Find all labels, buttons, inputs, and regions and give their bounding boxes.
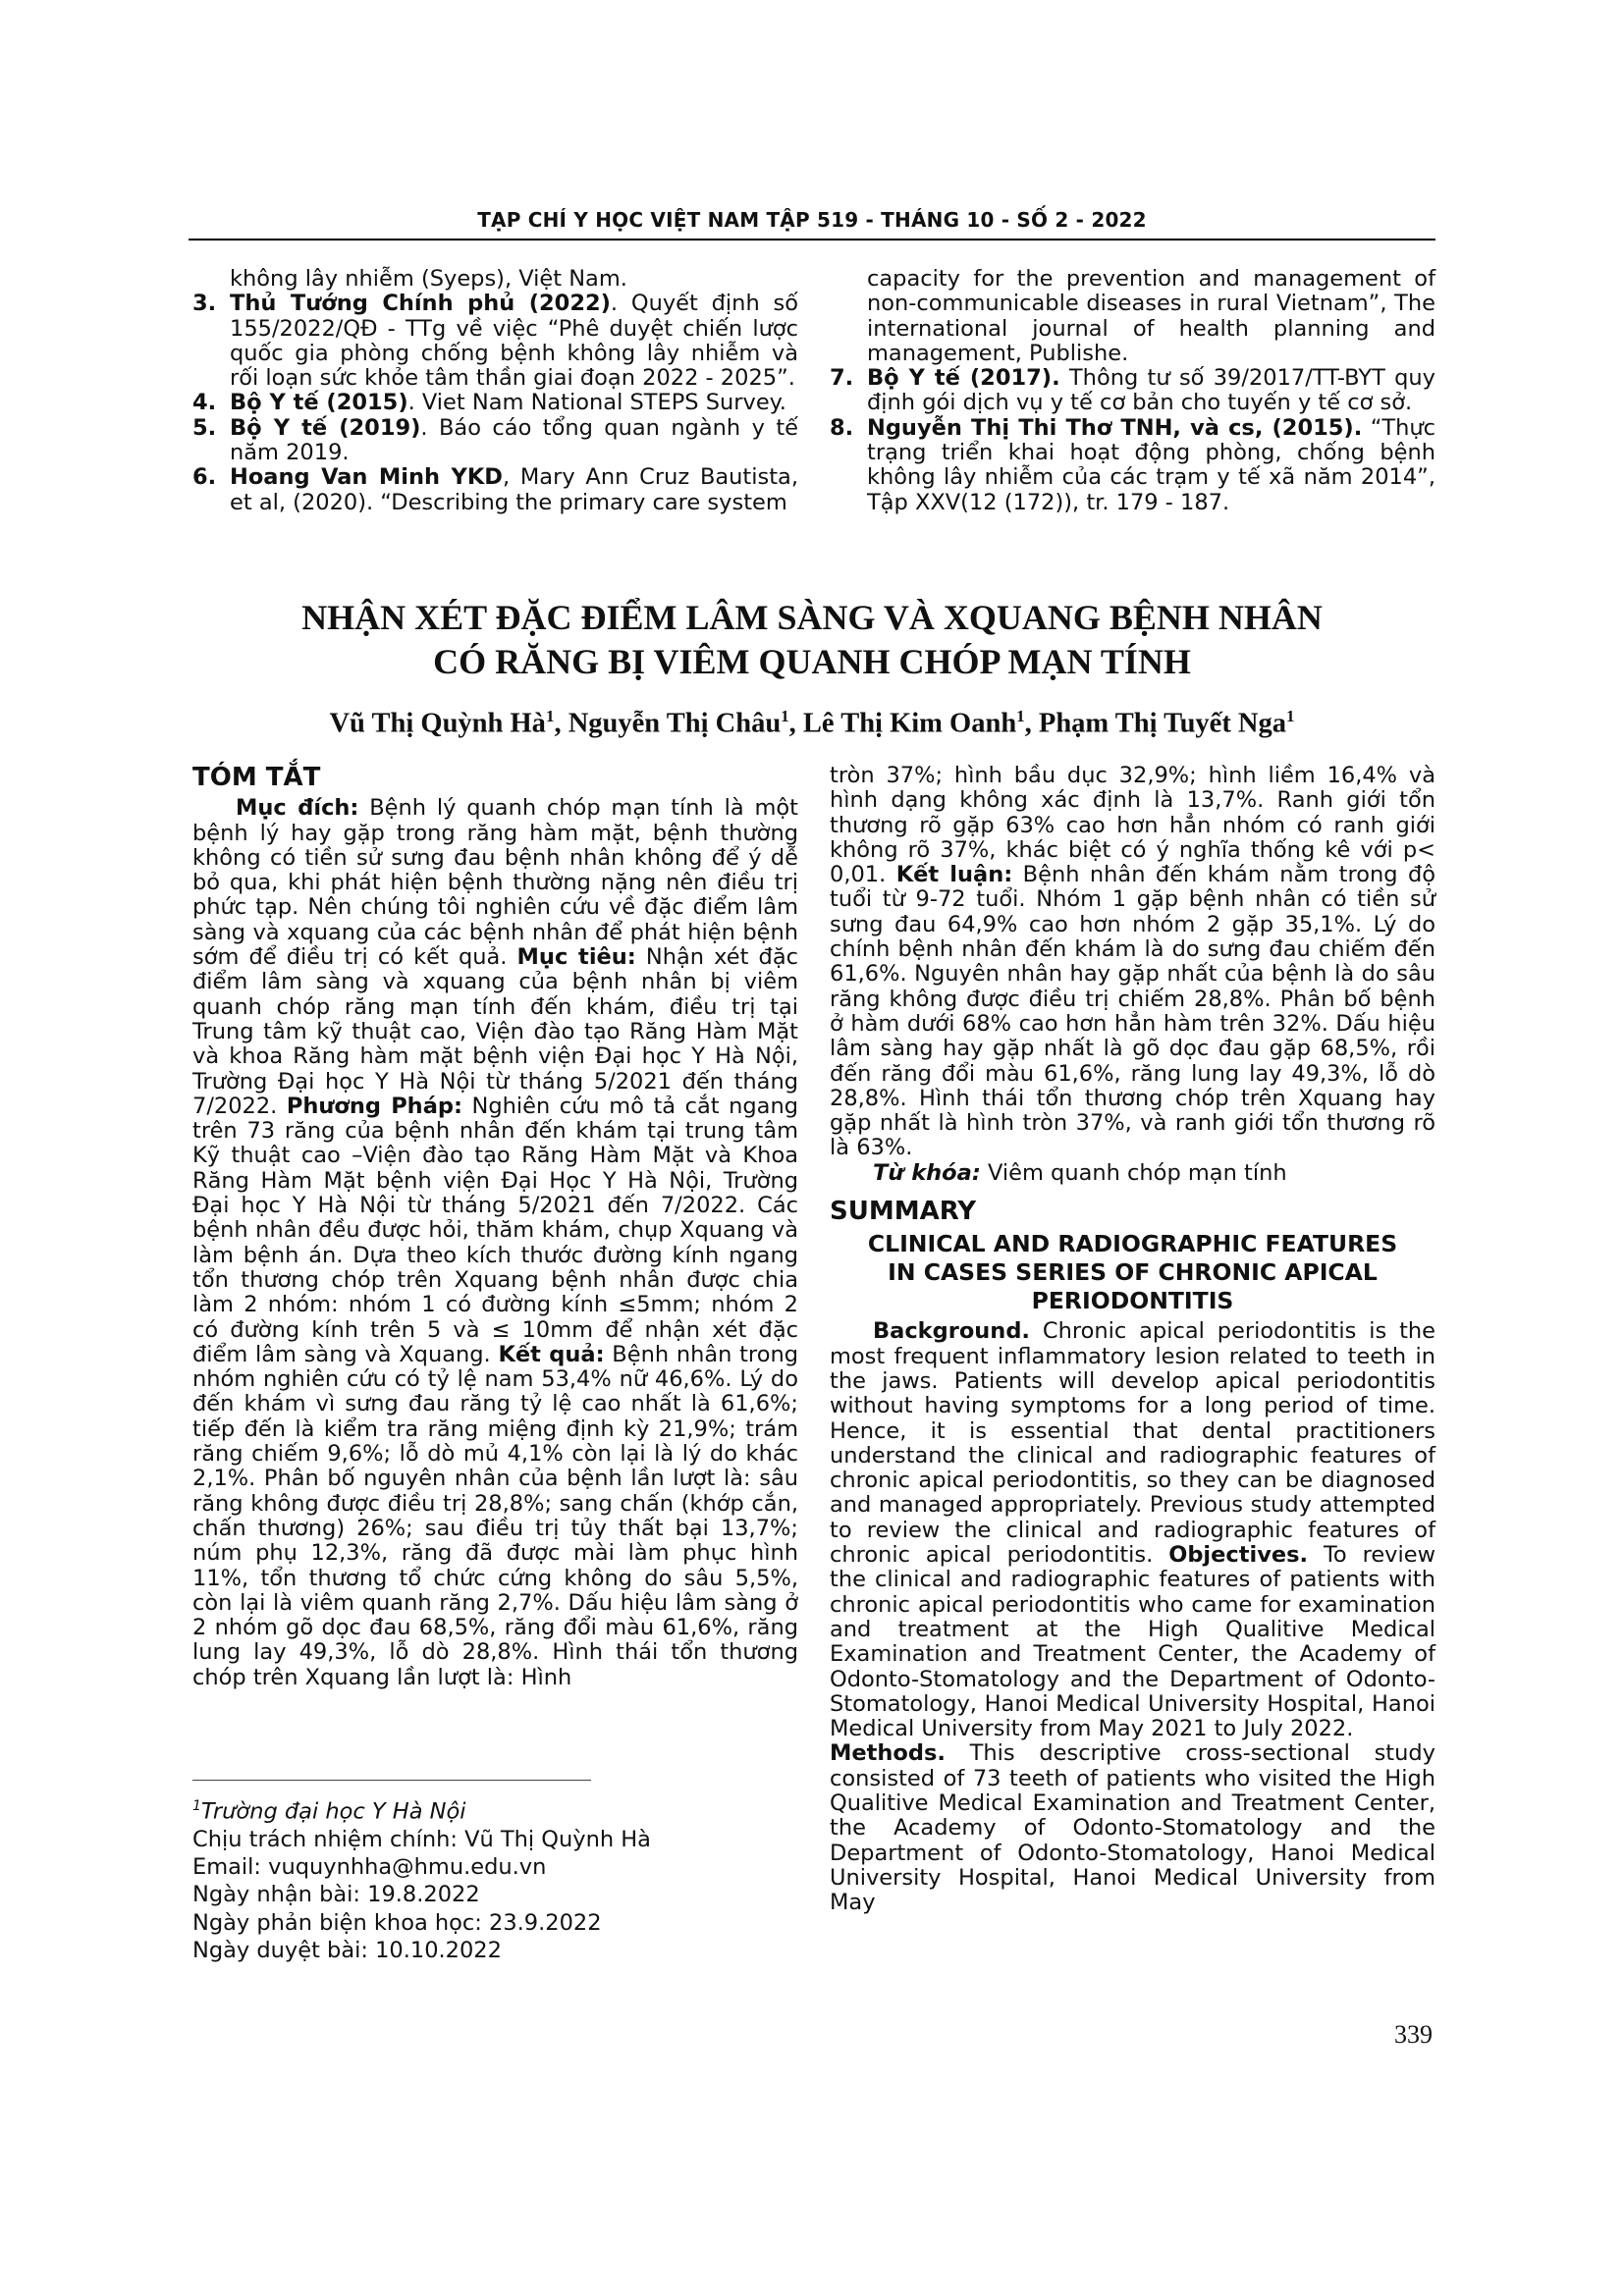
footnote-accepted: Ngày duyệt bài: 10.10.2022 (192, 1937, 502, 1963)
author-affiliation-mark: 1 (545, 707, 555, 725)
reference-text: . Báo cáo tổng quan ngành y tế năm 2019. (230, 414, 798, 466)
reference-item (192, 391, 798, 415)
summary-title-line: IN CASES SERIES OF CHRONIC APICAL (888, 1258, 1378, 1287)
reference-number: 4. (192, 390, 217, 416)
footnote-mark: 1 (192, 1798, 201, 1814)
reference-author: Bộ Y tế (2017). (867, 365, 1060, 392)
reference-text: , Mary Ann Cruz Bautista, et al, (2020). “Describing the primary care system (230, 464, 798, 515)
reference-number: 7. (830, 365, 854, 392)
reference-author: Hoang Van Minh YKD (230, 464, 503, 491)
header-rule (189, 239, 1435, 240)
abstract-text: Nhận xét đặc điểm lâm sàng và xquang của bệnh nhân bị viêm quanh chóp răng mạn tính đến khám, điều trị tại Trung tâm kỹ thuật cao, Viện đào tạo Răng Hàm Mặt và khoa Răng hàm mặt bệnh viện Đại học Y Hà Nội, Trường Đại học Y Hà Nội từ tháng 5/2021 đến tháng 7/2022. (192, 944, 798, 1119)
footnotes (192, 1792, 651, 1964)
footnote-responsible: Chịu trách nhiệm chính: Vũ Thị Quỳnh Hà (192, 1826, 651, 1852)
abstract-text: Bệnh nhân trong nhóm nghiên cứu có tỷ lệ nam 53,4% nữ 46,6%. Lý do đến khám vì sưng đau răng tỷ lệ cao nhất là 61,6%; tiếp đến là kiểm tra răng miệng định kỳ 21,9%; trám răng chiếm 9,6%; lỗ dò mủ 4,1% còn lại là lý do khác 2,1%. Phân bố nguyên nhân của bệnh lần lượt là: sâu răng không được điều trị 28,8%; sang chấn (khớp cắn, chấn thương) 26%; sau điều trị tủy thất bại 13,7%; núm phụ 12,3%, răng đã được mài làm phục hình 11%, tổn thương tổ chức cứng không do sâu 5,5%, còn lại là viêm quanh răng 2,7%. Dấu hiệu lâm sàng ở 2 nhóm gõ dọc đau 68,5%, răng đổi màu 61,6%, răng lung lay 49,3%, lỗ dò 28,8%. Hình thái tổn thương chóp trên Xquang lần lượt là: Hình (192, 1341, 798, 1690)
abstract-text: tròn 37%; hình bầu dục 32,9%; hình liềm 16,4% và hình dạng không xác định là 13,7%. Ranh giới tổn thương rõ gặp 63% cao hơn hẳn nhóm có ranh giới không rõ 37%, khác biệt có ý nghĩa thống kê với p< 0,01. (830, 763, 1435, 888)
abstract-right-column (830, 764, 1435, 1915)
footnote-email: Email: vuquynhha@hmu.edu.vn (192, 1854, 547, 1881)
label-muc-tieu: Mục tiêu: (516, 944, 636, 971)
summary-text: Chronic apical periodontitis is the most frequent inflammatory lesion related to teeth in the jaws. Patients will develop apical periodontitis without having symptoms for a long period of time. Hence, it is essential that dental practitioners understand the clinical and radiographic features of chronic apical periodontitis, so they can be diagnosed and managed appropriately. Previous study attempted to review the clinical and radiographic features of chronic apical periodontitis. (830, 1318, 1435, 1569)
article-title-line: CÓ RĂNG BỊ VIÊM QUANH CHÓP MẠN TÍNH (433, 642, 1191, 681)
label-muc-dich: Mục đích: (236, 795, 359, 822)
reference-continuation: capacity for the prevention and management of non-communicable diseases in rural Vietnam”, The international journal of health planning and management, Publishe. (867, 266, 1435, 366)
footnote-reviewed: Ngày phản biện khoa học: 23.9.2022 (192, 1909, 602, 1936)
footnote-affiliation-text: Trường đại học Y Hà Nội (200, 1798, 466, 1825)
footnote-rule (192, 1780, 591, 1781)
author-name: Nguyễn Thị Châu (568, 708, 782, 739)
author-separator: , (788, 708, 803, 739)
reference-item (830, 416, 1435, 515)
abstract-left-column (192, 763, 798, 1690)
abstract-paragraph (830, 764, 1435, 1161)
author-name: Lê Thị Kim Oanh (802, 708, 1017, 739)
abstract-text: Bệnh lý quanh chóp mạn tính là một bệnh lý hay gặp trong răng hàm mặt, bệnh thường không có tiền sử sưng đau bệnh nhân không để ý dễ bỏ qua, khi phát hiện bệnh thường nặng nên điều trị phức tạp. Nên chúng tôi nghiên cứu về đặc điểm lâm sàng và xquang của các bệnh nhân để phát hiện bệnh sớm để điều trị có kết quả. (192, 795, 798, 971)
reference-continuation: không lây nhiễm (Syeps), Việt Nam. (230, 266, 627, 292)
reference-text: . Quyết định số 155/2022/QĐ - TTg về việc “Phê duyệt chiến lược quốc gia phòng chống bệnh không lây nhiễm và rối loạn sức khỏe tâm thần giai đoạn 2022 - 2025”. (230, 291, 798, 392)
footnote-received: Ngày nhận bài: 19.8.2022 (192, 1882, 480, 1908)
keywords-text: Viêm quanh chóp mạn tính (980, 1159, 1287, 1186)
label-objectives: Objectives. (1168, 1542, 1309, 1569)
author-affiliation-mark: 1 (1016, 707, 1025, 725)
references-right-column (830, 267, 1435, 515)
reference-text: . Viet Nam National STEPS Survey. (407, 390, 786, 416)
reference-number: 3. (192, 291, 217, 317)
reference-item (192, 416, 798, 466)
article-title-line: NHẬN XÉT ĐẶC ĐIỂM LÂM SÀNG VÀ XQUANG BỆNH NHÂN (301, 598, 1323, 637)
page-number: 339 (1394, 2020, 1433, 2049)
reference-author: Bộ Y tế (2019) (230, 414, 421, 441)
reference-author: Thủ Tướng Chính phủ (2022) (230, 291, 611, 317)
label-ket-luan: Kết luận: (895, 862, 1013, 888)
author-separator: , (1024, 708, 1039, 739)
reference-author: Nguyễn Thị Thi Thơ TNH, và cs, (2015). (867, 414, 1363, 441)
label-ket-qua: Kết quả: (498, 1341, 605, 1367)
label-methods: Methods. (830, 1740, 946, 1767)
summary-text: This descriptive cross-sectional study consisted of 73 teeth of patients who visited the High Qualitive Medical Examination and Treatment Center, the Academy of Odonto-Stomatology and the Department of Odonto-Stomatology, Hanoi Medical University Hospital, Hanoi Medical University from May (830, 1740, 1435, 1916)
reference-author: Bộ Y tế (2015) (230, 390, 408, 416)
summary-paragraph (830, 1741, 1435, 1915)
summary-title-line: CLINICAL AND RADIOGRAPHIC FEATURES (867, 1230, 1398, 1258)
summary-paragraph (830, 1319, 1435, 1741)
references-left-column (192, 267, 798, 515)
reference-number: 6. (192, 464, 217, 491)
reference-number: 5. (192, 414, 217, 441)
label-phuong-phap: Phương Pháp: (286, 1093, 462, 1119)
author-separator: , (554, 708, 568, 739)
reference-text: “Thực trạng triển khai hoạt động phòng, chống bệnh không lây nhiễm của các trạm y tế xã năm 2014”, Tập XXV(12 (172)), tr. 179 - 187. (867, 414, 1435, 515)
summary-text: To review the clinical and radiographic features of patients with chronic apical periodontitis who came for examination and treatment at the High Qualitive Medical Examination and Treatment Center, the Academy of Odonto-Stomatology and the Department of Odonto-Stomatology, Hanoi Medical University Hospital, Hanoi Medical University from May 2021 to July 2022. (830, 1542, 1435, 1742)
summary-heading: SUMMARY (830, 1197, 977, 1227)
abstract-heading: TÓM TẮT (192, 763, 321, 792)
abstract-text: Bệnh nhân đến khám nằm trong độ tuổi từ 9-72 tuổi. Nhóm 1 gặp bệnh nhân có tiền sử sưng đau 64,9% cao hơn nhóm 2 gặp 35,1%. Lý do chính bệnh nhân đến khám là do sưng đau chiếm đến 61,6%. Nguyên nhân hay gặp nhất của bệnh là do sâu răng không được điều trị chiếm 28,8%. Phân bố bệnh ở hàm dưới 68% cao hơn hẳn hàm trên 32%. Dấu hiệu lâm sàng hay gặp nhất là gõ dọc đau gặp 68,5%, rồi đến răng đổi màu 61,6%, răng lung lay 49,3%, lỗ dò 28,8%. Hình thái tổn thương chóp trên Xquang hay gặp nhất là hình tròn 37%, và ranh giới tổn thương rõ là 63%. (830, 862, 1435, 1161)
author-name: Phạm Thị Tuyết Nga (1038, 708, 1287, 739)
journal-header: TẠP CHÍ Y HỌC VIỆT NAM TẬP 519 - THÁNG 10 - SỐ 2 - 2022 (477, 208, 1147, 232)
label-tu-khoa: Từ khóa: (873, 1159, 981, 1186)
reference-text: Thông tư số 39/2017/TT-BYT quy định gói dịch vụ y tế cơ bản cho tuyến y tế cơ sở. (867, 365, 1435, 416)
author-name: Vũ Thị Quỳnh Hà (329, 708, 546, 739)
label-background: Background. (873, 1318, 1030, 1345)
author-list (189, 707, 1435, 740)
article-title (189, 596, 1435, 684)
keywords-paragraph (830, 1161, 1435, 1186)
author-affiliation-mark: 1 (781, 707, 789, 725)
author-affiliation-mark: 1 (1286, 707, 1295, 725)
abstract-text: Nghiên cứu mô tả cắt ngang trên 73 răng của bệnh nhân đến khám tại trung tâm Kỹ thuật cao –Viện đào tạo Răng Hàm Mặt và Khoa Răng Hàm Mặt bệnh viện Đại Học Y Hà Nội, Trường Đại học Y Hà Nội từ tháng 5/2021 đến 7/2022. Các bệnh nhân đều được hỏi, thăm khám, chụp Xquang và làm bệnh án. Dựa theo kích thước đường kính ngang tổn thương chóp trên Xquang bệnh nhân được chia làm 2 nhóm: nhóm 1 có đường kính ≤5mm; nhóm 2 có đường kính trên 5 và ≤ 10mm để nhận xét đặc điểm lâm sàng và Xquang. (192, 1093, 798, 1367)
reference-item (192, 465, 798, 515)
reference-item (192, 292, 798, 391)
summary-title (830, 1230, 1435, 1315)
footnote-affiliation (192, 1792, 651, 1826)
reference-number: 8. (830, 414, 854, 441)
summary-title-line: PERIODONTITIS (1031, 1287, 1234, 1315)
abstract-paragraph (192, 796, 798, 1690)
reference-item (830, 366, 1435, 416)
